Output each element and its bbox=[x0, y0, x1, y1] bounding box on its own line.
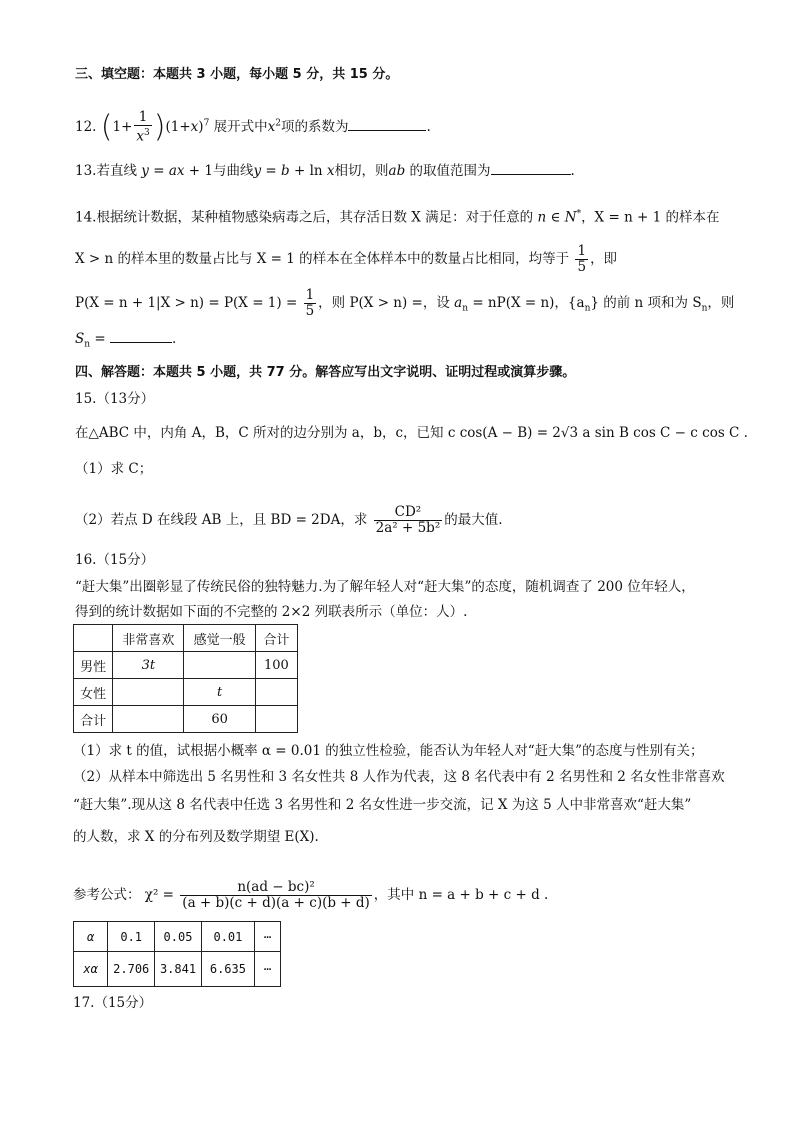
table-cell: ⋯ bbox=[254, 952, 280, 987]
table-cell: 100 bbox=[255, 652, 297, 679]
q14-answer-blank[interactable] bbox=[110, 330, 172, 343]
section3-heading: 三、填空题：本题共 3 小题，每小题 5 分，共 15 分。 bbox=[75, 67, 399, 82]
q12-fraction: $\frac{1}{x^3}$ bbox=[136, 109, 150, 145]
q14-line3c: ，设 bbox=[422, 295, 450, 311]
q15-fraction: $\frac{\text{CD²}}{\text{2a² + 5b²}}$ bbox=[375, 504, 441, 536]
q12-paren-open: ( bbox=[100, 109, 113, 145]
chi-square-fraction: $\frac{\text{n(ad − bc)²}}{(a + b)(c + d)(a + c)(b + d)}$ bbox=[182, 879, 370, 911]
q14-line4b: = bbox=[90, 331, 106, 347]
q14-line1b: ，X = n + 1 的样本在 bbox=[581, 209, 720, 226]
table-row bbox=[74, 922, 281, 952]
q16-part2a: （2）从样本中筛选出 5 名男性和 3 名女性共 8 人作为代表，这 8 名代表中有 2 名男性和 2 名女性非常喜欢 bbox=[73, 769, 725, 785]
table-cell: 0.01 bbox=[201, 922, 254, 952]
table-cell: α bbox=[74, 922, 108, 952]
table-row bbox=[74, 952, 281, 987]
table-cell: 60 bbox=[184, 706, 255, 733]
q14-line3e: = nP(X = n)，{a bbox=[468, 295, 585, 311]
contingency-table bbox=[73, 624, 298, 733]
table-cell: ⋯ bbox=[254, 922, 280, 952]
table-cell bbox=[113, 706, 184, 733]
table-cell: 3.841 bbox=[155, 952, 202, 987]
table-cell bbox=[184, 652, 255, 679]
q14-fraction-1-5: $\frac{1}{5}$ bbox=[577, 243, 587, 275]
formula-lhs: χ² = bbox=[144, 887, 174, 903]
q13-answer-blank[interactable] bbox=[491, 162, 571, 175]
q14-line3g: ，则 bbox=[707, 295, 735, 311]
table-cell: 6.635 bbox=[201, 952, 254, 987]
q16-number: 16.（15分） bbox=[75, 552, 155, 568]
q12-tail: 项的系数为 bbox=[280, 118, 349, 135]
q16-part1: （1）求 t 的值，试根据小概率 α = 0.01 的独立性检验，能否认为年轻人对“赶大集”的态度与性别有关； bbox=[73, 743, 704, 759]
question-13: 13.若直线 y = ax + 1与曲线y = b + ln x相切，则ab 的取值范围为 . bbox=[75, 163, 575, 179]
q12-number: 12. bbox=[75, 118, 97, 135]
q15-part2-text: （2）若点 D 在线段 AB 上，且 BD = 2DA，求 bbox=[75, 512, 368, 528]
q13-mid3: 的取值范围为 bbox=[409, 163, 491, 179]
q14-a: a bbox=[454, 295, 463, 311]
q16-stem2: 得到的统计数据如下面的不完整的 2×2 列联表所示（单位：人）. bbox=[75, 604, 468, 620]
q13-mid2: 相切，则 bbox=[334, 163, 389, 179]
q15-part2-tail: 的最大值. bbox=[444, 512, 503, 528]
table-cell: 0.1 bbox=[108, 922, 155, 952]
q14-fraction-1-5b: $\frac{1}{5}$ bbox=[305, 287, 315, 319]
table-row bbox=[74, 679, 298, 706]
q16-stem1: “赶大集”出圈彰显了传统民俗的独特魅力.为了解年轻人对“赶大集”的态度，随机调查了 200 位年轻人， bbox=[75, 579, 695, 595]
q16-part2b: “赶大集”.现从这 8 名代表中任选 3 名男性和 2 名女性进一步交流，记 X 为这 5 人中非常喜欢“赶大集” bbox=[73, 797, 692, 813]
q14-line2b: ，即 bbox=[590, 251, 618, 267]
table-cell: 合计 bbox=[74, 706, 113, 733]
table-row bbox=[74, 652, 298, 679]
table-cell bbox=[255, 706, 297, 733]
q14-line3b: ，则 P(X > n) = bbox=[318, 295, 423, 311]
q14-line1: 14.根据统计数据，某种植物感染病毒之后，其存活日数 X 满足：对于任意的 bbox=[75, 209, 534, 226]
q14-s: S bbox=[75, 331, 85, 347]
question-12: 12. (1+ $\frac{1}{x^3}$ )$(1+x)^7$ 展开式中$x^2$项的系数为 . bbox=[75, 109, 431, 145]
question-14-line4: $S_n$ = . bbox=[75, 331, 177, 350]
table-cell: t bbox=[184, 679, 255, 706]
q13-end: . bbox=[570, 163, 575, 179]
table-cell: 0.05 bbox=[155, 922, 202, 952]
table-header bbox=[74, 625, 113, 652]
table-cell: 女性 bbox=[74, 679, 113, 706]
q13-prefix: 13.若直线 bbox=[75, 163, 137, 179]
table-header: 感觉一般 bbox=[184, 625, 255, 652]
formula-label: 参考公式： bbox=[73, 887, 141, 903]
q14-line2: X > n 的样本里的数量占比与 X = 1 的样本在全体样本中的数量占比相同，均等于 bbox=[75, 251, 570, 267]
q16-formula bbox=[73, 880, 548, 911]
q15-stem: 在△ABC 中，内角 A，B，C 所对的边分别为 a，b，c，已知 c cos(A − B) = 2√3 a sin B cos C − c cos C . bbox=[75, 425, 748, 441]
q12-end: . bbox=[426, 118, 431, 135]
table-cell bbox=[255, 679, 297, 706]
table-header: 合计 bbox=[255, 625, 297, 652]
q17-number: 17.（15分） bbox=[73, 995, 153, 1011]
q14-line3a: P(X = n + 1|X > n) = P(X = 1) = bbox=[75, 295, 298, 311]
section4-heading: 四、解答题：本题共 5 小题，共 77 分。解答应写出文字说明、证明过程或演算步骤。 bbox=[75, 365, 576, 380]
table-header: 非常喜欢 bbox=[113, 625, 184, 652]
question-14-line2 bbox=[75, 244, 617, 275]
q12-mid: 展开式中 bbox=[213, 118, 268, 135]
question-14-line1: 14.根据统计数据，某种植物感染病毒之后，其存活日数 X 满足：对于任意的 n ∈ N*，X = n + 1 的样本在 bbox=[75, 209, 720, 226]
q15-part1: （1）求 C； bbox=[75, 461, 153, 477]
table-row bbox=[74, 625, 298, 652]
q15-part2 bbox=[75, 505, 503, 536]
q14-line3f: } 的前 n 项和为 S bbox=[590, 295, 702, 311]
table-cell bbox=[113, 679, 184, 706]
critical-value-table bbox=[73, 921, 281, 987]
table-cell: 3t bbox=[113, 652, 184, 679]
q12-answer-blank[interactable] bbox=[348, 118, 426, 131]
table-row bbox=[74, 706, 298, 733]
q15-number: 15.（13分） bbox=[75, 391, 155, 407]
q13-mid1: 与曲线 bbox=[212, 163, 254, 179]
table-cell: 2.706 bbox=[108, 952, 155, 987]
table-cell: 男性 bbox=[74, 652, 113, 679]
question-14-line3: P(X = n + 1|X > n) = P(X = 1) = $\frac{1}{5}$ ，则 P(X > n) =，设 $a_n = nP(X = n)$，$\{a_n\}$ 的前 n 项和为 $S_n$，则 bbox=[75, 287, 735, 319]
table-cell: xα bbox=[74, 952, 108, 987]
q14-end: . bbox=[171, 331, 177, 347]
q16-part2c: 的人数，求 X 的分布列及数学期望 E(X). bbox=[73, 829, 319, 845]
formula-tail: ，其中 n = a + b + c + d . bbox=[373, 887, 549, 903]
q12-paren-close: ) bbox=[153, 109, 166, 145]
